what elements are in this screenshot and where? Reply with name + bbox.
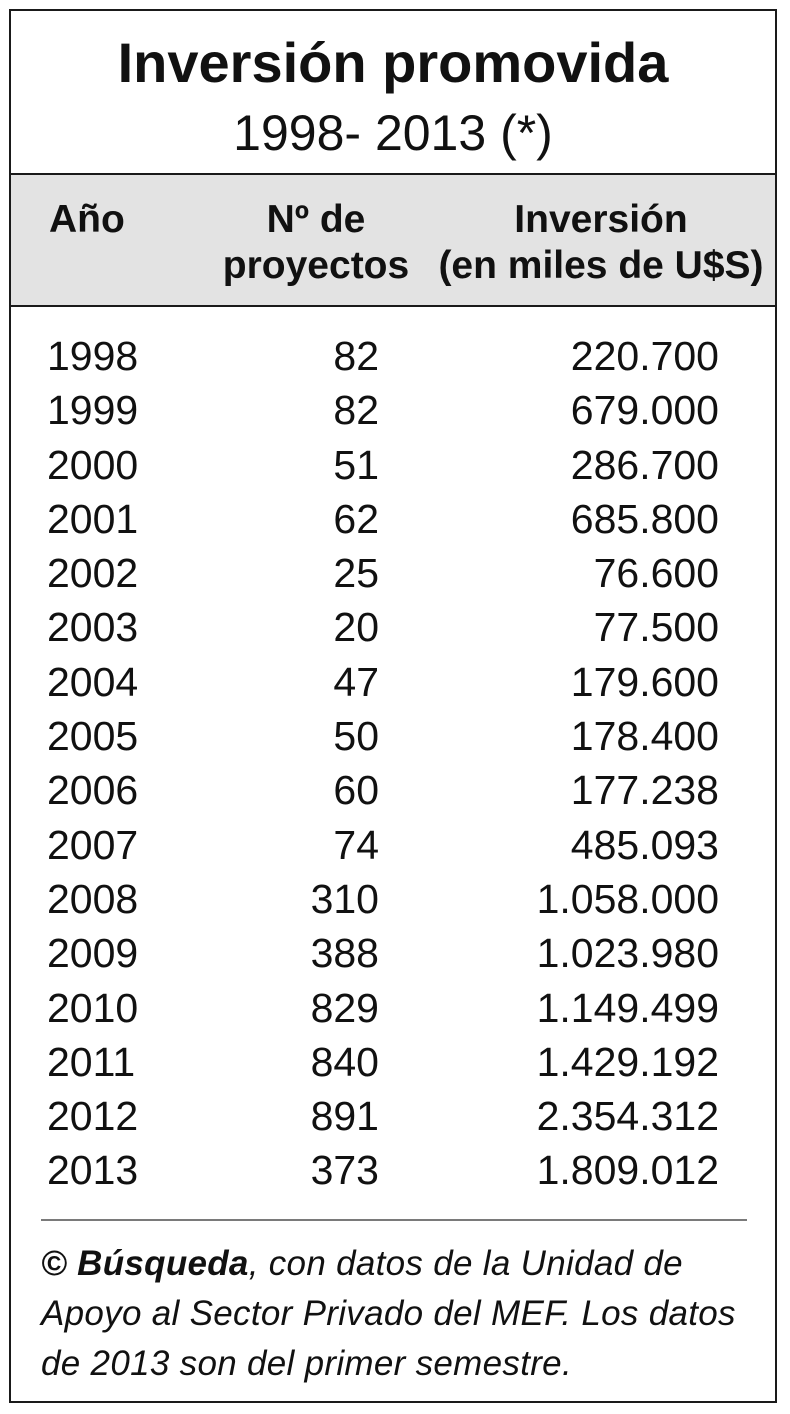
cell-year: 2006 [47,767,139,814]
table-row [11,709,775,763]
cell-investment: 485.093 [570,821,719,868]
footnote [41,1239,755,1389]
cell-projects: 82 [333,387,379,434]
cell-investment: 1.429.192 [536,1038,719,1085]
cell-projects: 25 [333,550,379,597]
cell-projects: 310 [310,875,379,922]
table-row [11,329,775,383]
cell-year: 2004 [47,658,139,705]
column-header-investment-line2: (en miles de U$S) [438,244,764,287]
cell-investment: 1.023.980 [536,930,719,977]
column-header-projects-line1: Nº de [266,198,366,241]
cell-investment: 76.600 [593,550,719,597]
table-body [11,329,775,1198]
cell-projects: 47 [333,658,379,705]
footnote-text: , con datos de la Unidad de Apoyo al Sector Privado del MEF. Los datos de 2013 son del primer semestre. [41,1244,736,1383]
table-row [11,1089,775,1143]
cell-year: 1999 [47,387,139,434]
cell-projects: 51 [333,441,379,488]
cell-investment: 178.400 [570,713,719,760]
cell-projects: 50 [333,713,379,760]
column-header-investment [431,197,771,289]
cell-projects: 60 [333,767,379,814]
table-row [11,492,775,546]
cell-projects: 20 [333,604,379,651]
column-header-projects-line2: proyectos [222,244,410,287]
cell-investment: 286.700 [570,441,719,488]
table-row [11,1143,775,1197]
cell-investment: 1.149.499 [536,984,719,1031]
cell-projects: 829 [310,984,379,1031]
cell-projects: 388 [310,930,379,977]
cell-year: 2001 [47,495,139,542]
cell-year: 2005 [47,713,139,760]
cell-investment: 179.600 [570,658,719,705]
cell-projects: 82 [333,333,379,379]
table-row [11,438,775,492]
column-header-investment-line1: Inversión [514,198,688,241]
table-row [11,818,775,872]
table-row [11,383,775,437]
table-row [11,655,775,709]
page-title: Inversión promovida [117,31,669,94]
cell-year: 2010 [47,984,139,1031]
cell-year: 2008 [47,875,139,922]
table-header [11,173,775,307]
cell-year: 2000 [47,441,139,488]
cell-year: 2003 [47,604,139,651]
cell-investment: 2.354.312 [536,1093,719,1140]
cell-year: 2009 [47,930,139,977]
cell-year: 2011 [47,1038,136,1085]
cell-year: 2013 [47,1147,139,1194]
table-row [11,763,775,817]
column-header-projects [211,197,421,289]
footnote-brand: © Búsqueda [41,1244,249,1283]
column-header-year-label: Año [49,198,125,241]
table-row [11,600,775,654]
table-row [11,1035,775,1089]
cell-investment: 177.238 [570,767,719,814]
cell-year: 2012 [47,1093,139,1140]
cell-projects: 891 [310,1093,379,1140]
table-card [9,9,777,1403]
cell-investment: 77.500 [593,604,719,651]
cell-investment: 1.058.000 [536,875,719,922]
cell-year: 1998 [47,333,139,379]
cell-investment: 1.809.012 [536,1147,719,1194]
cell-year: 2007 [47,821,139,868]
title-block [11,11,775,173]
table-row [11,981,775,1035]
page-subtitle: 1998- 2013 (*) [233,105,553,161]
cell-projects: 373 [310,1147,379,1194]
table-row [11,872,775,926]
cell-projects: 840 [310,1038,379,1085]
cell-investment: 685.800 [570,495,719,542]
cell-year: 2002 [47,550,139,597]
table-row [11,546,775,600]
table-row [11,926,775,980]
cell-projects: 74 [333,821,379,868]
cell-investment: 679.000 [570,387,719,434]
footnote-divider [41,1219,747,1221]
cell-investment: 220.700 [570,333,719,379]
column-header-year [49,197,125,243]
cell-projects: 62 [333,495,379,542]
